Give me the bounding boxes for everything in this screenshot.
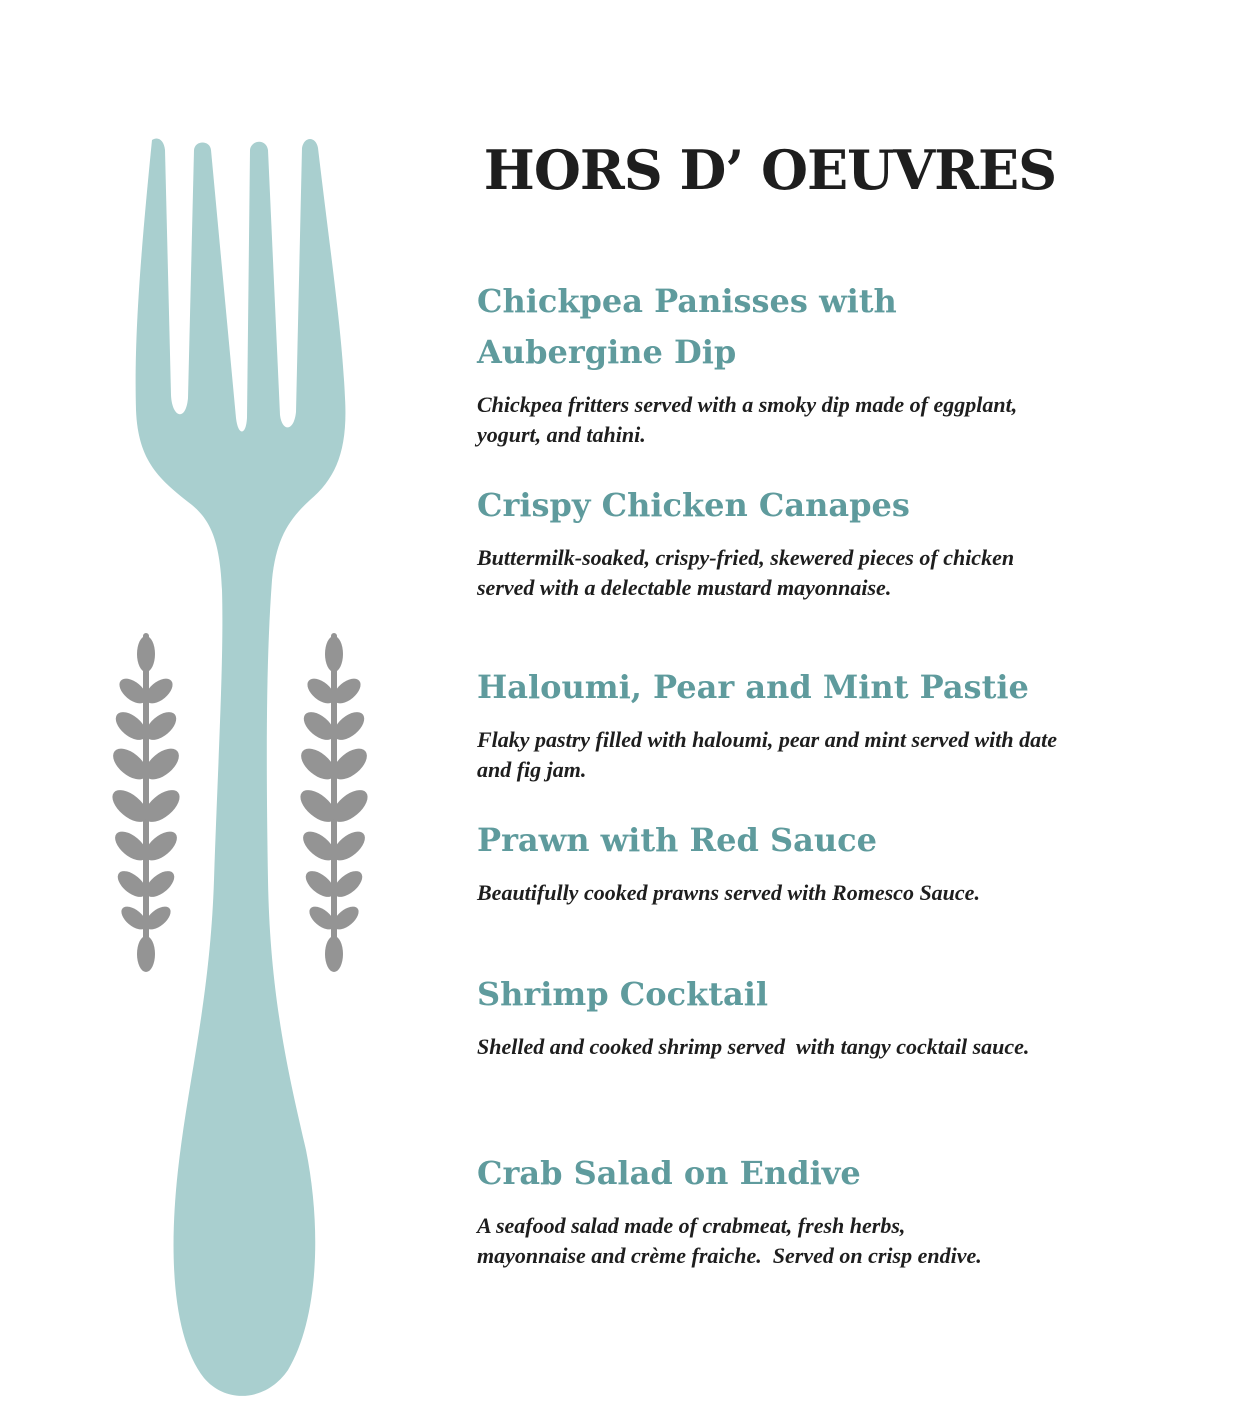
menu-item — [477, 815, 1057, 908]
menu-item — [477, 276, 1057, 450]
menu-item-name: Crispy Chicken Canapes — [477, 486, 910, 524]
leaf-sprig-icon — [107, 636, 185, 972]
menu-item-name: Prawn with Red Sauce — [477, 821, 877, 859]
menu-item-description: Shelled and cooked shrimp served with tangy cocktail sauce. — [477, 1034, 1030, 1059]
menu-item-description: Chickpea fritters served with a smoky dip made of eggplant, yogurt, and tahini. — [477, 392, 1023, 447]
menu-title: HORS D’ OEUVRES — [483, 138, 1057, 202]
menu-item — [477, 480, 1057, 603]
menu-item-name: Haloumi, Pear and Mint Pastie — [477, 668, 1029, 706]
leaf-sprig-icon — [295, 636, 373, 972]
menu-item-name: Chickpea Panisses with Aubergine Dip — [477, 282, 897, 371]
menu-item-description: A seafood salad made of crabmeat, fresh herbs, mayonnaise and crème fraiche. Served on crisp endive. — [477, 1213, 982, 1268]
menu-item-name: Crab Salad on Endive — [477, 1154, 861, 1192]
menu-item-description: Flaky pastry filled with haloumi, pear and mint served with date and fig jam. — [477, 727, 1063, 782]
decorative-artwork — [0, 0, 420, 1426]
menu-item-description: Buttermilk-soaked, crispy-fried, skewered pieces of chicken served with a delectable mustard mayonnaise. — [477, 545, 1020, 600]
menu-item-name: Shrimp Cocktail — [477, 975, 769, 1013]
menu-item-description: Beautifully cooked prawns served with Romesco Sauce. — [477, 880, 980, 905]
menu-item — [477, 1148, 1057, 1271]
menu-item — [477, 662, 1063, 785]
menu-item — [477, 969, 1057, 1062]
